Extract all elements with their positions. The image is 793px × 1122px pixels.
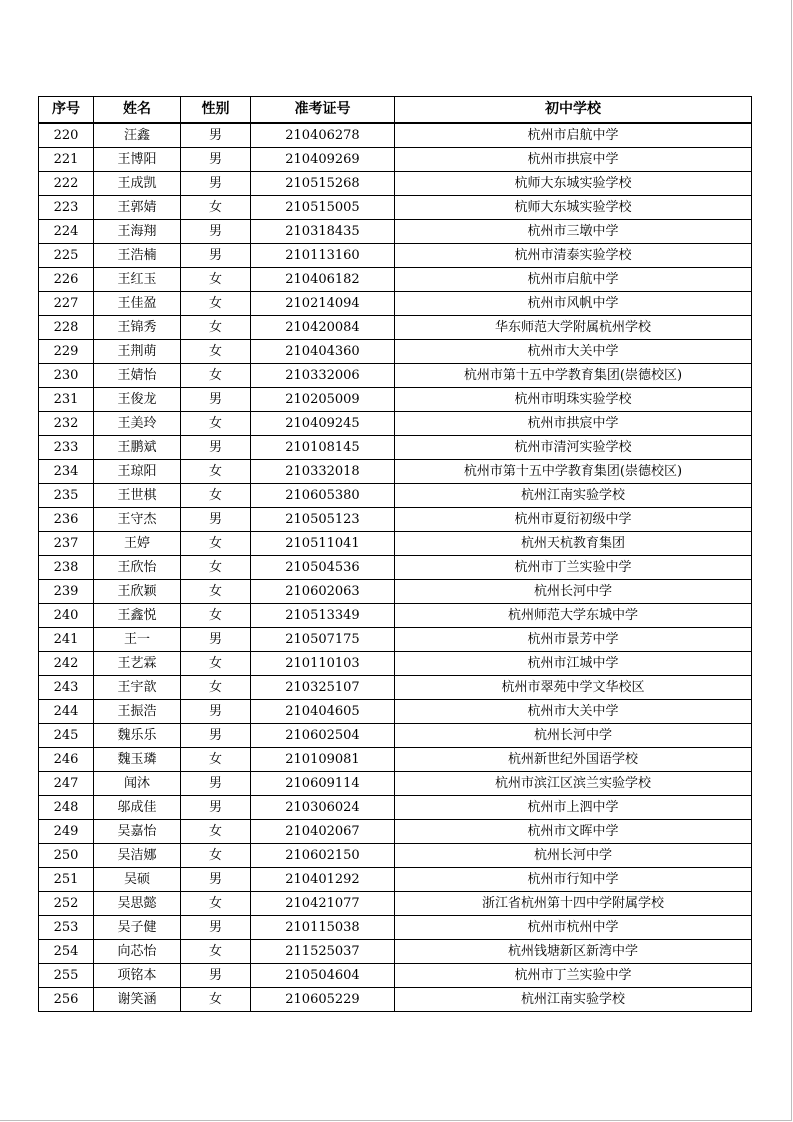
cell-exam-id: 210602150 (251, 844, 395, 868)
cell-exam-id: 210420084 (251, 316, 395, 340)
cell-gender: 女 (181, 604, 251, 628)
cell-gender: 男 (181, 508, 251, 532)
cell-serial: 244 (39, 700, 94, 724)
table-header-row (39, 97, 752, 124)
table-row (39, 844, 752, 868)
table-row (39, 292, 752, 316)
cell-serial: 227 (39, 292, 94, 316)
cell-exam-id: 210602063 (251, 580, 395, 604)
cell-school: 杭州钱塘新区新湾中学 (395, 940, 752, 964)
cell-name: 王婷 (94, 532, 181, 556)
cell-serial: 250 (39, 844, 94, 868)
cell-name: 吴嘉怡 (94, 820, 181, 844)
cell-gender: 男 (181, 868, 251, 892)
cell-gender: 女 (181, 268, 251, 292)
cell-exam-id: 211525037 (251, 940, 395, 964)
table-row (39, 916, 752, 940)
cell-exam-id: 210406278 (251, 123, 395, 148)
cell-exam-id: 210214094 (251, 292, 395, 316)
table-row (39, 460, 752, 484)
cell-serial: 223 (39, 196, 94, 220)
cell-school: 杭州市清河实验学校 (395, 436, 752, 460)
cell-school: 杭州长河中学 (395, 724, 752, 748)
cell-gender: 女 (181, 940, 251, 964)
cell-name: 王浩楠 (94, 244, 181, 268)
cell-gender: 女 (181, 676, 251, 700)
cell-gender: 女 (181, 892, 251, 916)
cell-serial: 221 (39, 148, 94, 172)
cell-name: 王成凯 (94, 172, 181, 196)
cell-serial: 254 (39, 940, 94, 964)
cell-gender: 男 (181, 916, 251, 940)
cell-serial: 247 (39, 772, 94, 796)
table-row (39, 268, 752, 292)
cell-gender: 女 (181, 652, 251, 676)
cell-school: 杭州市丁兰实验中学 (395, 556, 752, 580)
cell-gender: 男 (181, 796, 251, 820)
cell-school: 浙江省杭州第十四中学附属学校 (395, 892, 752, 916)
cell-gender: 女 (181, 316, 251, 340)
cell-gender: 女 (181, 340, 251, 364)
cell-school: 杭州市拱宸中学 (395, 148, 752, 172)
cell-serial: 256 (39, 988, 94, 1012)
cell-serial: 240 (39, 604, 94, 628)
cell-serial: 229 (39, 340, 94, 364)
cell-name: 王一 (94, 628, 181, 652)
cell-school: 杭州市风帆中学 (395, 292, 752, 316)
cell-school: 杭州市三墩中学 (395, 220, 752, 244)
cell-serial: 237 (39, 532, 94, 556)
cell-school: 杭州市拱宸中学 (395, 412, 752, 436)
cell-school: 杭州天杭教育集团 (395, 532, 752, 556)
cell-exam-id: 210406182 (251, 268, 395, 292)
cell-school: 杭州市清泰实验学校 (395, 244, 752, 268)
cell-name: 王郭婧 (94, 196, 181, 220)
table-row (39, 388, 752, 412)
cell-name: 吴硕 (94, 868, 181, 892)
cell-gender: 女 (181, 484, 251, 508)
cell-serial: 233 (39, 436, 94, 460)
cell-serial: 251 (39, 868, 94, 892)
cell-name: 谢笑涵 (94, 988, 181, 1012)
cell-name: 王婧怡 (94, 364, 181, 388)
cell-serial: 241 (39, 628, 94, 652)
table-row (39, 772, 752, 796)
cell-gender: 女 (181, 196, 251, 220)
cell-exam-id: 210409245 (251, 412, 395, 436)
cell-gender: 女 (181, 292, 251, 316)
table-row (39, 244, 752, 268)
table-row (39, 964, 752, 988)
cell-school: 杭师大东城实验学校 (395, 196, 752, 220)
cell-gender: 男 (181, 388, 251, 412)
cell-name: 王荆萌 (94, 340, 181, 364)
cell-school: 杭州市上泗中学 (395, 796, 752, 820)
cell-gender: 男 (181, 772, 251, 796)
cell-serial: 231 (39, 388, 94, 412)
student-roster-table (38, 96, 752, 1012)
cell-serial: 224 (39, 220, 94, 244)
table-row (39, 700, 752, 724)
cell-serial: 239 (39, 580, 94, 604)
table-row (39, 484, 752, 508)
cell-serial: 248 (39, 796, 94, 820)
cell-school: 杭州市大关中学 (395, 340, 752, 364)
cell-name: 向芯怡 (94, 940, 181, 964)
cell-serial: 252 (39, 892, 94, 916)
cell-exam-id: 210110103 (251, 652, 395, 676)
cell-gender: 女 (181, 580, 251, 604)
cell-name: 王海翔 (94, 220, 181, 244)
table-row (39, 220, 752, 244)
cell-school: 杭州新世纪外国语学校 (395, 748, 752, 772)
cell-school: 杭州江南实验学校 (395, 988, 752, 1012)
cell-name: 王鹏斌 (94, 436, 181, 460)
cell-exam-id: 210515005 (251, 196, 395, 220)
cell-school: 杭州市明珠实验学校 (395, 388, 752, 412)
cell-gender: 男 (181, 964, 251, 988)
cell-school: 杭州长河中学 (395, 580, 752, 604)
cell-school: 杭州市景芳中学 (395, 628, 752, 652)
cell-school: 杭师大东城实验学校 (395, 172, 752, 196)
cell-exam-id: 210113160 (251, 244, 395, 268)
cell-name: 王红玉 (94, 268, 181, 292)
cell-exam-id: 210115038 (251, 916, 395, 940)
cell-exam-id: 210205009 (251, 388, 395, 412)
cell-gender: 女 (181, 460, 251, 484)
table-row (39, 676, 752, 700)
table-row (39, 364, 752, 388)
cell-serial: 249 (39, 820, 94, 844)
cell-gender: 男 (181, 436, 251, 460)
cell-serial: 228 (39, 316, 94, 340)
cell-name: 王鑫悦 (94, 604, 181, 628)
cell-exam-id: 210325107 (251, 676, 395, 700)
cell-gender: 女 (181, 364, 251, 388)
cell-name: 王锦秀 (94, 316, 181, 340)
cell-gender: 女 (181, 844, 251, 868)
cell-name: 王佳盈 (94, 292, 181, 316)
cell-school: 杭州市大关中学 (395, 700, 752, 724)
table-row (39, 580, 752, 604)
cell-name: 王琼阳 (94, 460, 181, 484)
table-row (39, 724, 752, 748)
cell-serial: 246 (39, 748, 94, 772)
cell-school: 杭州师范大学东城中学 (395, 604, 752, 628)
cell-name: 邬成佳 (94, 796, 181, 820)
cell-serial: 232 (39, 412, 94, 436)
cell-gender: 男 (181, 148, 251, 172)
cell-gender: 女 (181, 748, 251, 772)
cell-name: 王振浩 (94, 700, 181, 724)
cell-serial: 225 (39, 244, 94, 268)
cell-exam-id: 210504604 (251, 964, 395, 988)
cell-exam-id: 210404605 (251, 700, 395, 724)
cell-name: 魏玉璘 (94, 748, 181, 772)
table-row (39, 172, 752, 196)
cell-school: 杭州市文晖中学 (395, 820, 752, 844)
cell-school: 杭州市杭州中学 (395, 916, 752, 940)
cell-exam-id: 210421077 (251, 892, 395, 916)
cell-serial: 220 (39, 123, 94, 148)
cell-name: 王俊龙 (94, 388, 181, 412)
table-row (39, 628, 752, 652)
table-row (39, 892, 752, 916)
cell-exam-id: 210401292 (251, 868, 395, 892)
cell-school: 杭州市第十五中学教育集团(崇德校区) (395, 364, 752, 388)
header-serial: 序号 (39, 97, 94, 124)
cell-exam-id: 210507175 (251, 628, 395, 652)
cell-exam-id: 210605229 (251, 988, 395, 1012)
header-name: 姓名 (94, 97, 181, 124)
cell-exam-id: 210108145 (251, 436, 395, 460)
cell-gender: 男 (181, 244, 251, 268)
table-row (39, 820, 752, 844)
cell-exam-id: 210504536 (251, 556, 395, 580)
cell-exam-id: 210409269 (251, 148, 395, 172)
cell-exam-id: 210318435 (251, 220, 395, 244)
cell-exam-id: 210511041 (251, 532, 395, 556)
cell-name: 王世棋 (94, 484, 181, 508)
cell-gender: 男 (181, 123, 251, 148)
cell-name: 王欣怡 (94, 556, 181, 580)
cell-exam-id: 210306024 (251, 796, 395, 820)
cell-exam-id: 210515268 (251, 172, 395, 196)
cell-gender: 男 (181, 172, 251, 196)
cell-school: 杭州市第十五中学教育集团(崇德校区) (395, 460, 752, 484)
cell-serial: 253 (39, 916, 94, 940)
table-row (39, 532, 752, 556)
table-row (39, 652, 752, 676)
table-row (39, 316, 752, 340)
cell-name: 王守杰 (94, 508, 181, 532)
cell-gender: 女 (181, 412, 251, 436)
cell-name: 吴子健 (94, 916, 181, 940)
table-row (39, 412, 752, 436)
cell-name: 魏乐乐 (94, 724, 181, 748)
header-gender: 性别 (181, 97, 251, 124)
cell-name: 项铭本 (94, 964, 181, 988)
cell-exam-id: 210513349 (251, 604, 395, 628)
cell-gender: 女 (181, 820, 251, 844)
table-row (39, 940, 752, 964)
table-body (39, 123, 752, 1012)
table-row (39, 868, 752, 892)
cell-serial: 243 (39, 676, 94, 700)
cell-name: 吴洁娜 (94, 844, 181, 868)
cell-name: 王博阳 (94, 148, 181, 172)
cell-serial: 245 (39, 724, 94, 748)
table-row (39, 796, 752, 820)
table-row (39, 604, 752, 628)
cell-name: 王欣颖 (94, 580, 181, 604)
cell-exam-id: 210402067 (251, 820, 395, 844)
cell-name: 王美玲 (94, 412, 181, 436)
table-row (39, 123, 752, 148)
cell-exam-id: 210332006 (251, 364, 395, 388)
cell-school: 杭州市江城中学 (395, 652, 752, 676)
cell-exam-id: 210602504 (251, 724, 395, 748)
header-school: 初中学校 (395, 97, 752, 124)
cell-school: 杭州市行知中学 (395, 868, 752, 892)
cell-name: 吴思懿 (94, 892, 181, 916)
cell-serial: 226 (39, 268, 94, 292)
header-exam-id: 准考证号 (251, 97, 395, 124)
table-row (39, 436, 752, 460)
cell-exam-id: 210505123 (251, 508, 395, 532)
cell-school: 华东师范大学附属杭州学校 (395, 316, 752, 340)
cell-serial: 242 (39, 652, 94, 676)
cell-school: 杭州市滨江区滨兰实验学校 (395, 772, 752, 796)
cell-serial: 236 (39, 508, 94, 532)
cell-serial: 230 (39, 364, 94, 388)
table-row (39, 556, 752, 580)
cell-school: 杭州市启航中学 (395, 268, 752, 292)
cell-gender: 男 (181, 724, 251, 748)
cell-gender: 男 (181, 628, 251, 652)
cell-exam-id: 210404360 (251, 340, 395, 364)
cell-name: 汪鑫 (94, 123, 181, 148)
cell-serial: 255 (39, 964, 94, 988)
cell-gender: 女 (181, 532, 251, 556)
cell-exam-id: 210332018 (251, 460, 395, 484)
cell-name: 王艺霖 (94, 652, 181, 676)
cell-exam-id: 210605380 (251, 484, 395, 508)
cell-name: 闻沐 (94, 772, 181, 796)
cell-serial: 235 (39, 484, 94, 508)
cell-gender: 女 (181, 988, 251, 1012)
cell-school: 杭州市夏衍初级中学 (395, 508, 752, 532)
table-row (39, 340, 752, 364)
cell-serial: 234 (39, 460, 94, 484)
cell-school: 杭州市翠苑中学文华校区 (395, 676, 752, 700)
cell-school: 杭州市启航中学 (395, 123, 752, 148)
table-row (39, 988, 752, 1012)
cell-exam-id: 210609114 (251, 772, 395, 796)
cell-exam-id: 210109081 (251, 748, 395, 772)
table-row (39, 508, 752, 532)
table-row (39, 748, 752, 772)
cell-gender: 女 (181, 556, 251, 580)
cell-school: 杭州江南实验学校 (395, 484, 752, 508)
cell-gender: 男 (181, 700, 251, 724)
cell-serial: 238 (39, 556, 94, 580)
cell-school: 杭州长河中学 (395, 844, 752, 868)
table-row (39, 148, 752, 172)
cell-serial: 222 (39, 172, 94, 196)
cell-name: 王宇歆 (94, 676, 181, 700)
cell-school: 杭州市丁兰实验中学 (395, 964, 752, 988)
cell-gender: 男 (181, 220, 251, 244)
table-row (39, 196, 752, 220)
